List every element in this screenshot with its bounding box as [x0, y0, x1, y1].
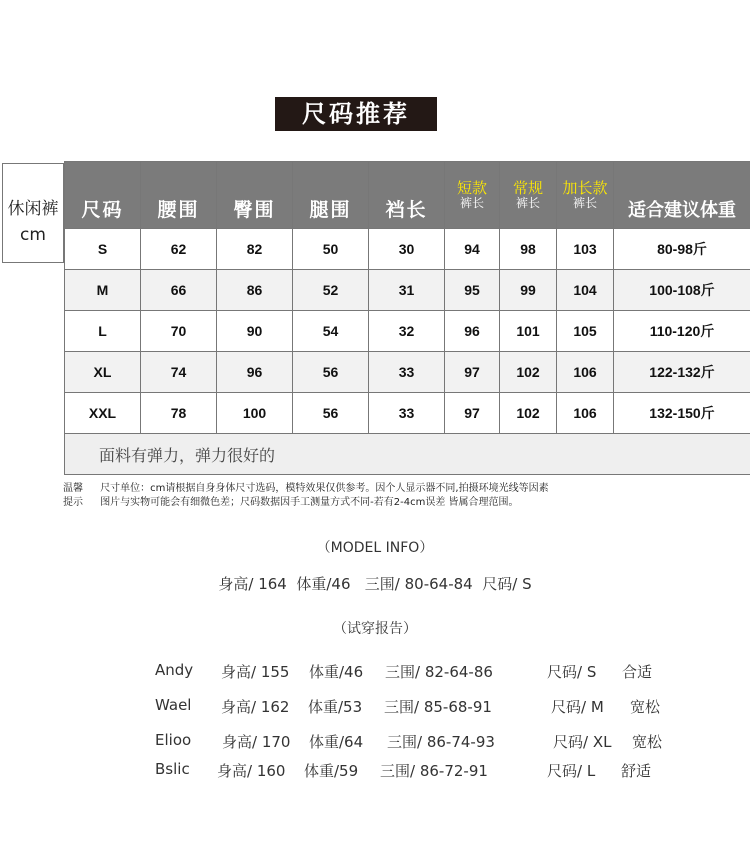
page-title: 尺码推荐 [275, 97, 437, 131]
report-weight: 体重/46 [309, 663, 364, 681]
report-size: 尺码/ XL [553, 733, 612, 751]
table-cell: M [65, 270, 141, 311]
report-size: 尺码/ L [547, 762, 596, 780]
table-cell: 96 [445, 311, 500, 352]
table-cell: 96 [217, 352, 293, 393]
table-cell: 33 [369, 393, 445, 434]
header-regular-label: 常规 [512, 179, 543, 197]
table-cell: 56 [293, 393, 369, 434]
table-cell: 105 [557, 311, 614, 352]
table-cell: 50 [293, 229, 369, 270]
header-waist: 腰围 [141, 162, 217, 229]
table-cell: 97 [445, 352, 500, 393]
table-cell: 101 [500, 311, 557, 352]
unit-label: cm [20, 225, 46, 245]
header-long-length [557, 162, 614, 229]
table-cell: 104 [557, 270, 614, 311]
tips-line-1 [63, 482, 549, 496]
table-cell: 56 [293, 352, 369, 393]
table-row [65, 229, 750, 270]
report-fit: 合适 [622, 663, 653, 681]
header-short-length [445, 162, 500, 229]
table-cell: 110-120斤 [614, 311, 750, 352]
report-size: 尺码/ S [547, 663, 597, 681]
table-cell: 82 [217, 229, 293, 270]
table-cell: 106 [557, 352, 614, 393]
header-size: 尺码 [65, 162, 141, 229]
table-cell: 31 [369, 270, 445, 311]
report-height: 身高/ 170 [222, 733, 291, 751]
table-cell: 33 [369, 352, 445, 393]
report-bwh: 三围/ 85-68-91 [384, 698, 492, 716]
report-weight: 体重/59 [304, 762, 359, 780]
report-height: 身高/ 155 [221, 663, 290, 681]
table-cell: 70 [141, 311, 217, 352]
table-cell: 62 [141, 229, 217, 270]
table-cell: 100 [217, 393, 293, 434]
fabric-note-row [65, 434, 750, 475]
tips-label-1: 温馨 [63, 483, 83, 494]
header-weight: 适合建议体重 [614, 162, 750, 229]
report-size: 尺码/ M [551, 698, 604, 716]
table-cell: 80-98斤 [614, 229, 750, 270]
report-fit: 宽松 [632, 733, 663, 751]
tips-label-2: 提示 [63, 497, 83, 508]
header-short-sub: 裤长 [459, 196, 484, 210]
table-cell: XXL [65, 393, 141, 434]
table-cell: 122-132斤 [614, 352, 750, 393]
table-cell: L [65, 311, 141, 352]
fabric-note: 面料有弹力，弹力很好的 [65, 434, 750, 475]
tips-line-2 [63, 496, 549, 510]
header-regular-sub: 裤长 [515, 196, 540, 210]
table-row [65, 270, 750, 311]
table-cell: 102 [500, 393, 557, 434]
report-fit: 舒适 [621, 762, 652, 780]
table-cell: 106 [557, 393, 614, 434]
report-weight: 体重/64 [309, 733, 364, 751]
table-cell: 98 [500, 229, 557, 270]
table-cell: 66 [141, 270, 217, 311]
header-long-label: 加长款 [562, 179, 608, 197]
report-bwh: 三围/ 86-74-93 [387, 733, 495, 751]
table-cell: 30 [369, 229, 445, 270]
table-cell: 95 [445, 270, 500, 311]
report-bwh: 三围/ 82-64-86 [385, 663, 493, 681]
header-rise: 裆长 [369, 162, 445, 229]
table-cell: XL [65, 352, 141, 393]
table-cell: 32 [369, 311, 445, 352]
tips-text-1: 尺寸单位：cm请根据自身身体尺寸选码，模特效果仅供参考。因个人显示器不同,拍摄环境光线等因素 [100, 483, 549, 494]
table-cell: 90 [217, 311, 293, 352]
report-name: Wael [155, 696, 192, 714]
report-name: Elioo [155, 731, 192, 749]
table-cell: 132-150斤 [614, 393, 750, 434]
header-regular-length [500, 162, 557, 229]
table-cell: 54 [293, 311, 369, 352]
table-cell: 94 [445, 229, 500, 270]
report-heading: （试穿报告） [333, 621, 417, 637]
table-cell: 97 [445, 393, 500, 434]
model-info-heading: （MODEL INFO） [316, 540, 434, 556]
category-label [2, 163, 64, 263]
header-hip: 臀围 [217, 162, 293, 229]
table-cell: S [65, 229, 141, 270]
header-thigh: 腿围 [293, 162, 369, 229]
table-row [65, 311, 750, 352]
table-cell: 74 [141, 352, 217, 393]
table-row [65, 352, 750, 393]
size-table [64, 161, 750, 475]
category-name: 休闲裤 [7, 199, 59, 219]
table-cell: 102 [500, 352, 557, 393]
table-header-row [65, 162, 750, 229]
header-short-label: 短款 [456, 179, 487, 197]
table-cell: 52 [293, 270, 369, 311]
table-cell: 103 [557, 229, 614, 270]
header-long-sub: 裤长 [572, 196, 597, 210]
table-cell: 86 [217, 270, 293, 311]
table-cell: 100-108斤 [614, 270, 750, 311]
report-height: 身高/ 162 [221, 698, 290, 716]
tips-text-2: 图片与实物可能会有细微色差；尺码数据因手工测量方式不同-若有2-4cm误差 皆属合理范围。 [100, 497, 519, 508]
table-cell: 99 [500, 270, 557, 311]
model-info-line: 身高/ 164 体重/46 三围/ 80-64-84 尺码/ S [218, 575, 532, 593]
tips-block [63, 482, 549, 510]
report-name: Andy [155, 661, 194, 679]
report-weight: 体重/53 [308, 698, 363, 716]
report-fit: 宽松 [630, 698, 661, 716]
table-cell: 78 [141, 393, 217, 434]
report-bwh: 三围/ 86-72-91 [380, 762, 488, 780]
table-row [65, 393, 750, 434]
report-height: 身高/ 160 [217, 762, 286, 780]
report-name: Bslic [155, 760, 190, 778]
